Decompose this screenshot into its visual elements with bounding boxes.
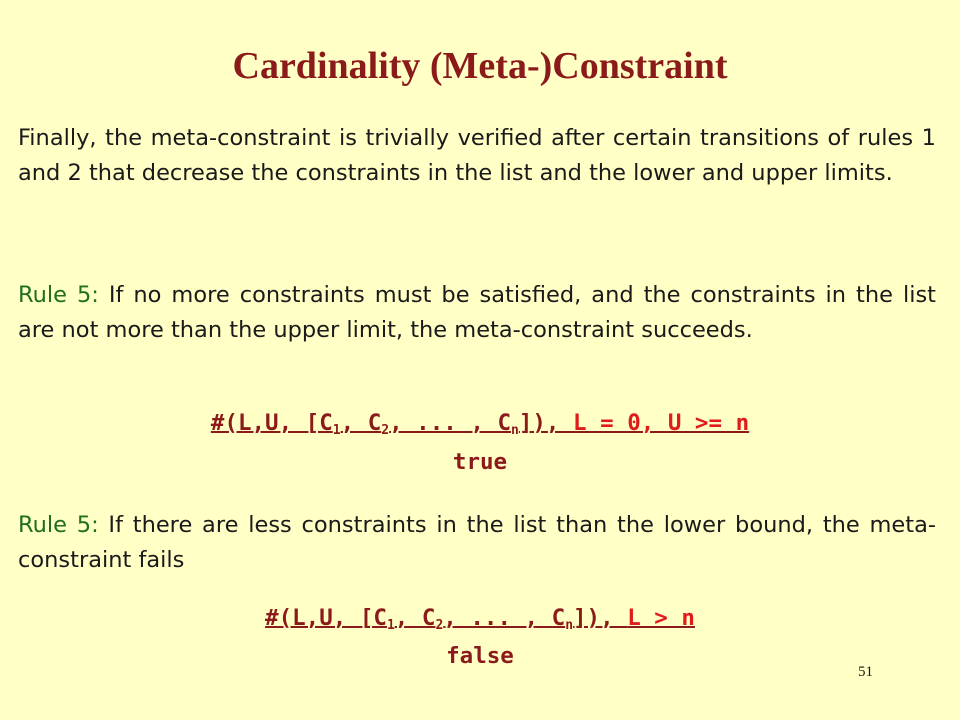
rule-a-result: true <box>452 449 508 475</box>
rule-a-code-guard: L = 0, U >= n <box>573 410 750 436</box>
rule-b-result: false <box>446 643 514 669</box>
slide-title: Cardinality (Meta-)Constraint <box>232 45 728 87</box>
rule-a-label: Rule 5: <box>18 282 99 308</box>
rule-a-paragraph <box>18 278 936 348</box>
rule-a-code-head: #(L,U, [$C_1$, $C_2$, ... , $C_n$]), <box>210 410 574 438</box>
rule-b-paragraph <box>18 508 936 578</box>
page-number: 51 <box>858 664 873 680</box>
rule-a-code <box>0 410 960 444</box>
rule-b-code-guard: L > n <box>627 605 695 631</box>
rule-a-text: If no more constraints must be satisfied, and the constraints in the list are not more than the upper limit, the meta-constraint succeeds. <box>18 282 936 343</box>
rule-b-text: If there are less constraints in the list than the lower bound, the meta-constraint fails <box>18 512 937 573</box>
intro-paragraph: Finally, the meta-constraint is trivially verified after certain transitions of rules 1 and 2 that decrease the constraints in the list and the lower and upper limits. <box>18 125 936 186</box>
rule-b-label: Rule 5: <box>18 512 99 538</box>
rule-b-code-head: #(L,U, [$C_1$, $C_2$, ... , $C_n$]), <box>265 605 628 633</box>
rule-b-code <box>0 605 960 639</box>
